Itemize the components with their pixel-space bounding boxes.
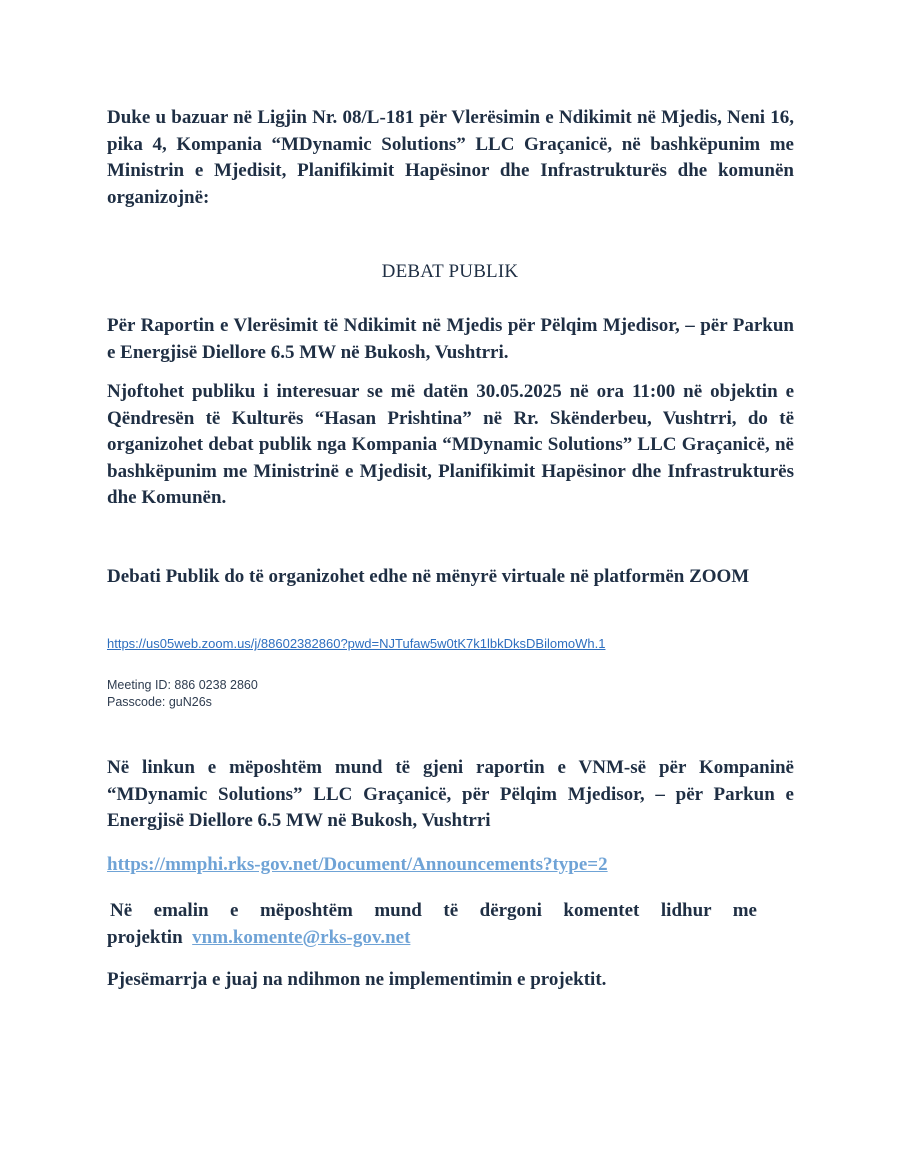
notice-paragraph: Njoftohet publiku i interesuar se më datën 30.05.2025 në ora 11:00 në objektin e Qëndresën të Kulturës “Hasan Prishtina” në Rr. Skënderbeu, Vushtrri, do të organizohet debat publik nga Kompania “MDynamic Solutions” LLC Graçanicë, në bashkëpunim me Ministrinë e Mjedisit, Planifikimit Hapësinor dhe Infrastrukturës dhe Komunën. (107, 381, 794, 508)
subject-paragraph: Për Raportin e Vlerësimit të Ndikimit në Mjedis për Pëlqim Mjedisor, – për Parkun e Energjisë Diellore 6.5 MW në Bukosh, Vushtrri. (107, 315, 794, 363)
closing-paragraph: Pjesëmarrja e juaj na ndihmon ne implementimin e projektit. (107, 969, 607, 990)
intro-paragraph: Duke u bazuar në Ligjin Nr. 08/L-181 për Vlerësimin e Ndikimit në Mjedis, Neni 16, pika 4, Kompania “MDynamic Solutions” LLC Graçanicë, në bashkëpunim me Ministrin e Mjedisit, Planifikimit Hapësinor dhe Infrastrukturës dhe komunën organizojnë: (107, 107, 794, 208)
report-link[interactable]: https://mmphi.rks-gov.net/Document/Announcements?type=2 (107, 854, 608, 875)
email-text: Në emalin e mëposhtëm mund të dërgoni komentet lidhur me projektin (107, 900, 757, 948)
report-paragraph: Në linkun e mëposhtëm mund të gjeni raportin e VNM-së për Kompaninë “MDynamic Solutions” LLC Graçanicë, për Pëlqim Mjedisor, – për Parkun e Energjisë Diellore 6.5 MW në Bukosh, Vushtrri (107, 757, 794, 831)
email-paragraph (107, 898, 757, 951)
email-link[interactable]: vnm.komente@rks-gov.net (192, 926, 411, 948)
passcode: Passcode: guN26s (107, 695, 212, 709)
virtual-paragraph: Debati Publik do të organizohet edhe në mënyrë virtuale në platformën ZOOM (107, 566, 750, 587)
document-title: DEBAT PUBLIK (381, 261, 519, 282)
meeting-details (107, 677, 258, 711)
zoom-link[interactable]: https://us05web.zoom.us/j/88602382860?pwd=NJTufaw5w0tK7k1lbkDksDBilomoWh.1 (107, 636, 606, 651)
meeting-id: Meeting ID: 886 0238 2860 (107, 678, 258, 692)
